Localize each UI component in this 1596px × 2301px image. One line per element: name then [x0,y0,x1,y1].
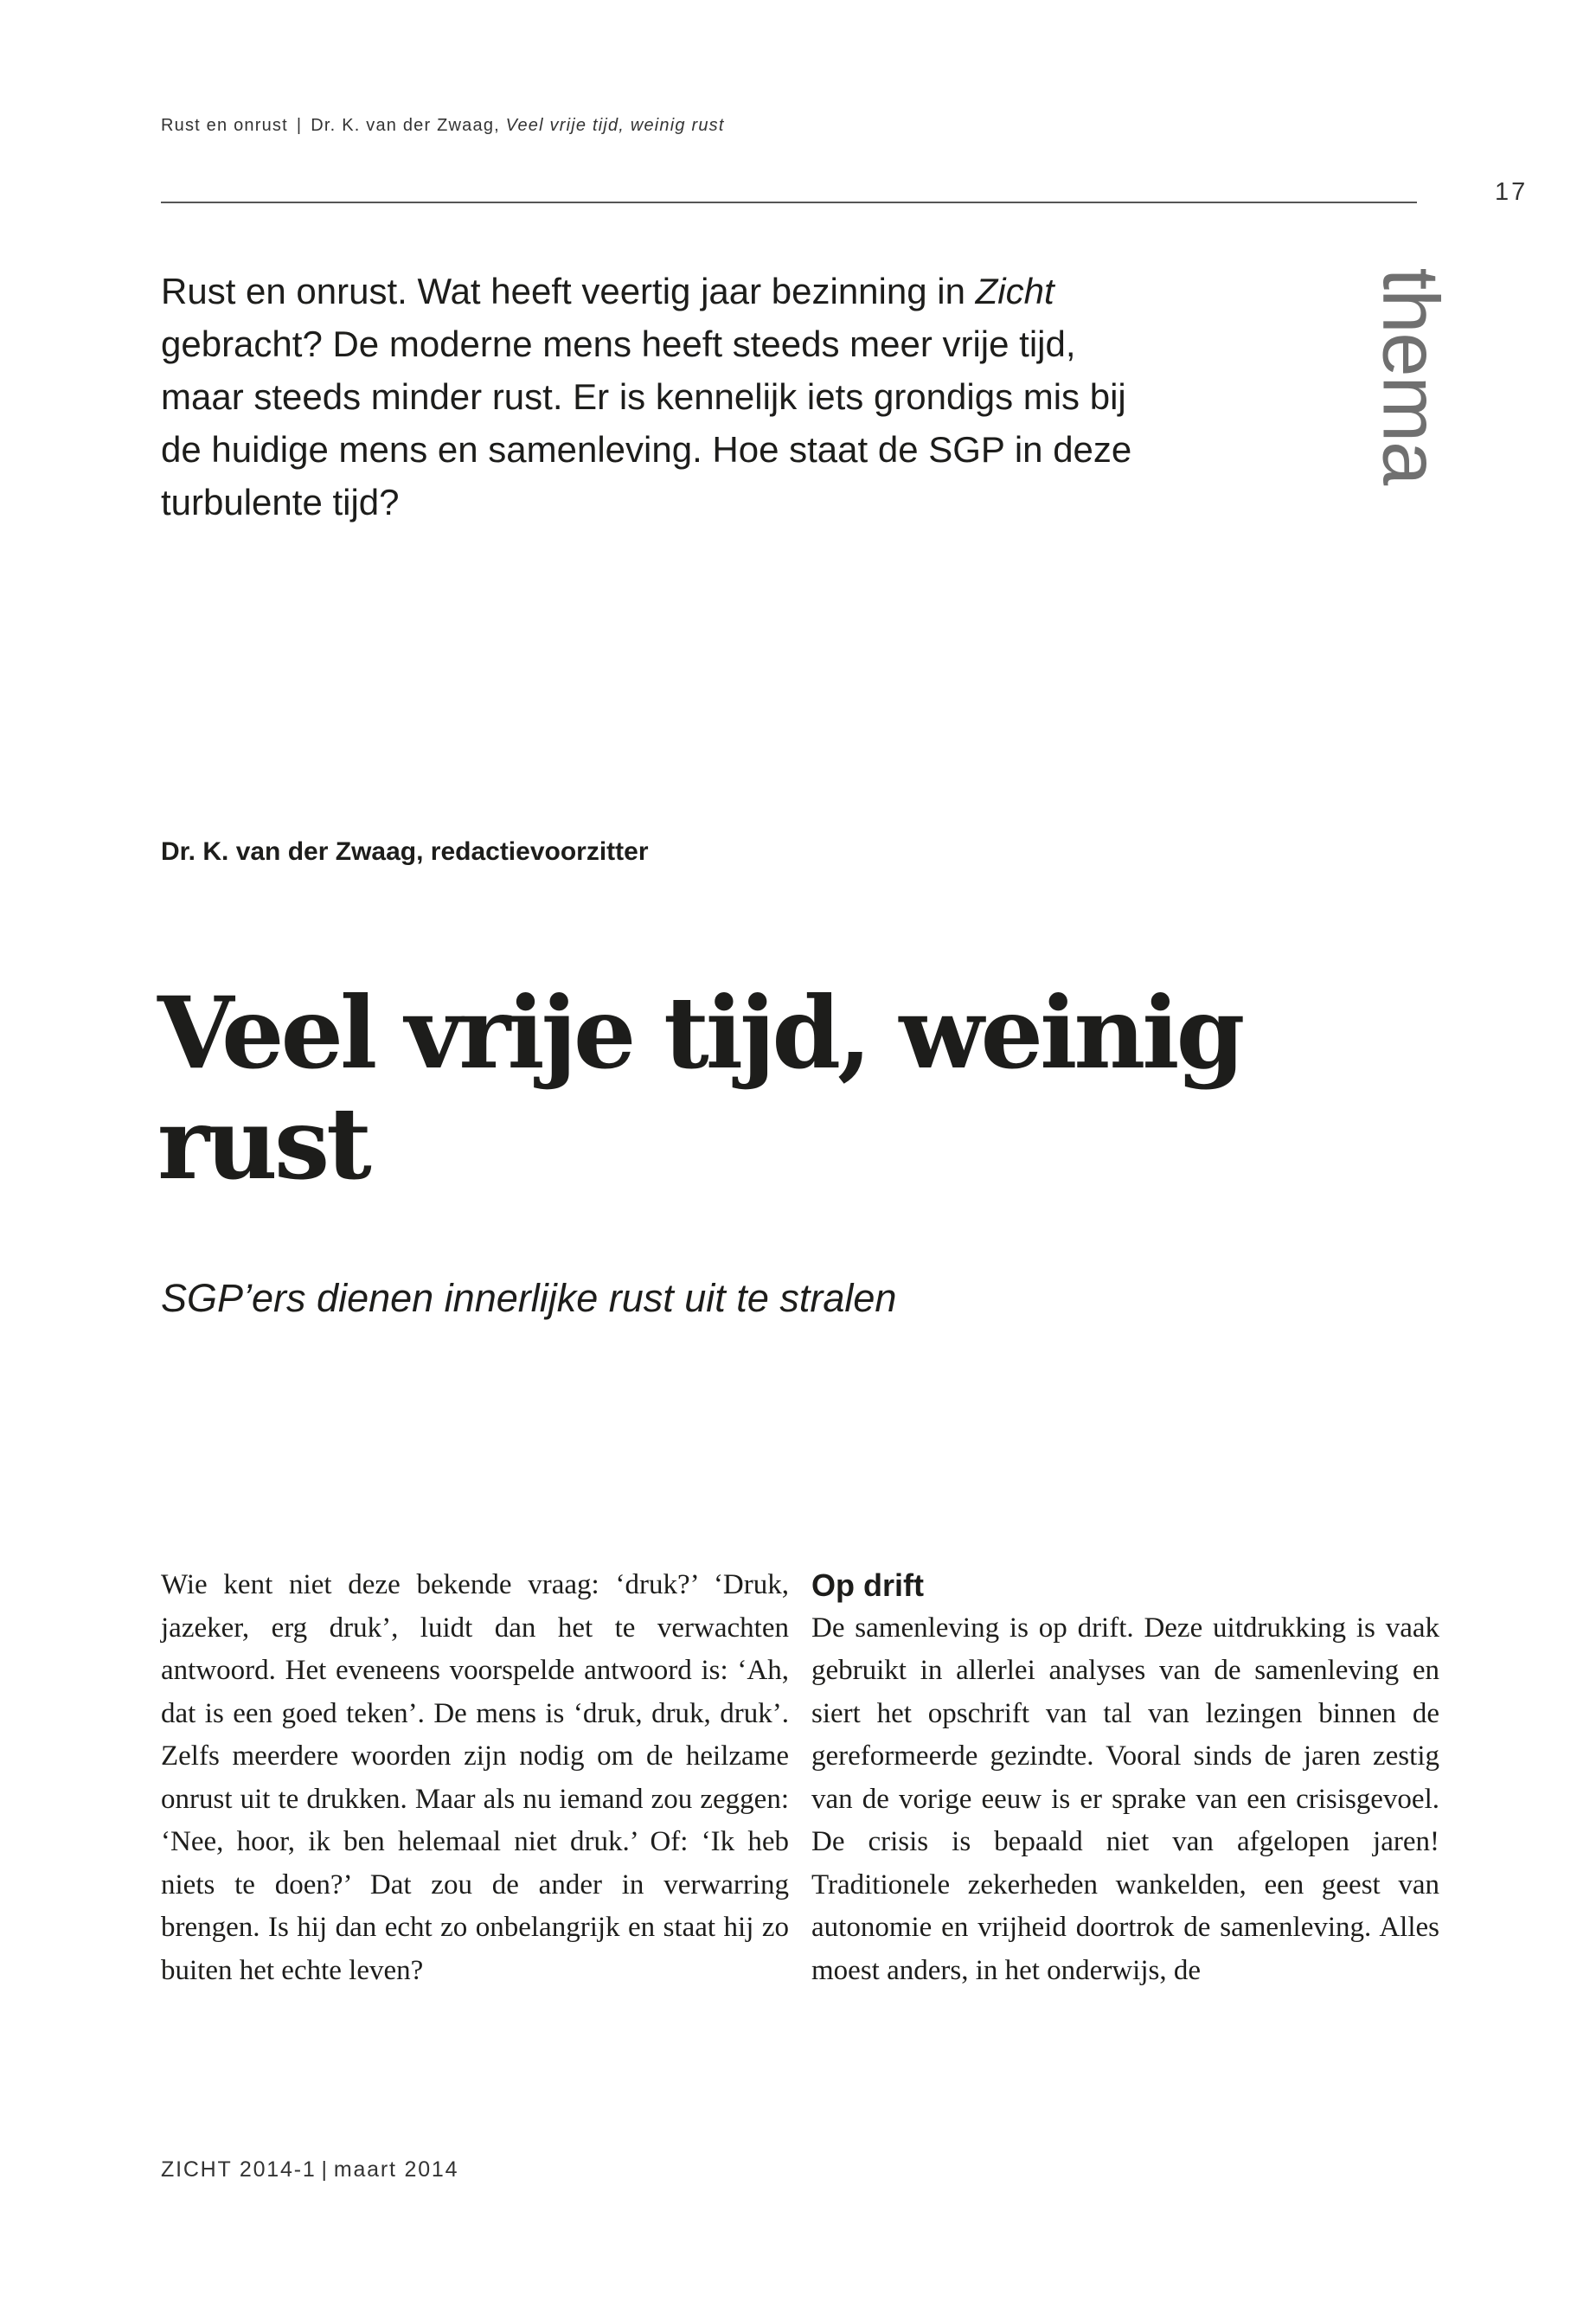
side-label-text: thema [1366,267,1455,485]
section-heading: Op drift [811,1567,924,1603]
body-paragraph-left: Wie kent niet deze bekende vraag: ‘druk?’ ‘Druk, jazeker, erg druk’, luidt dan het te verwachten antwoord. Het eveneens voorspelde antwoord is: ‘Ah, dat is een goed teken’. De mens is ‘druk, druk, druk’. Zelfs meerdere woorden zijn nodig om de heilzame onrust uit te drukken. Maar als nu iemand zou zeggen: ‘Nee, hoor, ik ben helemaal niet druk.’ Of: ‘Ik heb niets te doen?’ Dat zou de ander in verwarring brengen. Is hij dan echt zo onbelangrijk en staat hij zo buiten het echte leven? [161,1569,789,1986]
intro-text-start: Rust en onrust. Wat heeft veertig jaar bezinning in [161,271,976,311]
body-paragraph-right: De samenleving is op drift. Deze uitdrukking is vaak gebruikt in allerlei analyses van de samenleving en siert het opschrift van tal van lezingen binnen de gereformeerde gezindte. Vooral sinds de jaren zestig van de vorige eeuw is er sprake van een crisisgevoel. De crisis is bepaald niet van afgelopen jaren! Traditionele zekerheden wankelden, een geest van autonomie en vrijheid doortrok de samenleving. Alles moest anders, in het onderwijs, de [811,1612,1439,1986]
footer [161,2157,458,2182]
article-title: Veel vrije tijd, weinig rust [157,975,1242,1202]
intro-magazine-name: Zicht [975,271,1054,311]
footer-date: maart 2014 [333,2157,459,2182]
intro-text-end: gebracht? De moderne mens heeft steeds meer vrije tijd, maar steeds minder rust. Er is kennelijk iets grondigs mis bij de huidige mens en samenleving. Hoe staat de SGP in deze turbulente tijd? [161,324,1132,522]
side-label [1366,267,1455,485]
body-column-right [811,1564,1439,1992]
header-section: Rust en onrust [161,116,288,135]
header-separator: | [296,116,303,135]
body-column-left [161,1564,789,1992]
footer-separator: | [321,2157,329,2182]
header-author: Dr. K. van der Zwaag, [311,116,500,135]
intro-paragraph [161,265,1156,529]
author-line: Dr. K. van der Zwaag, redactievoorzitter [161,837,649,866]
page-number: 17 [1495,178,1529,206]
footer-issue: ZICHT 2014-1 [161,2157,317,2182]
header-article-title: Veel vrije tijd, weinig rust [505,116,725,135]
running-header [161,116,725,136]
header-rule [161,202,1417,203]
article-subtitle: SGP’ers dienen innerlijke rust uit te stralen [161,1276,897,1320]
